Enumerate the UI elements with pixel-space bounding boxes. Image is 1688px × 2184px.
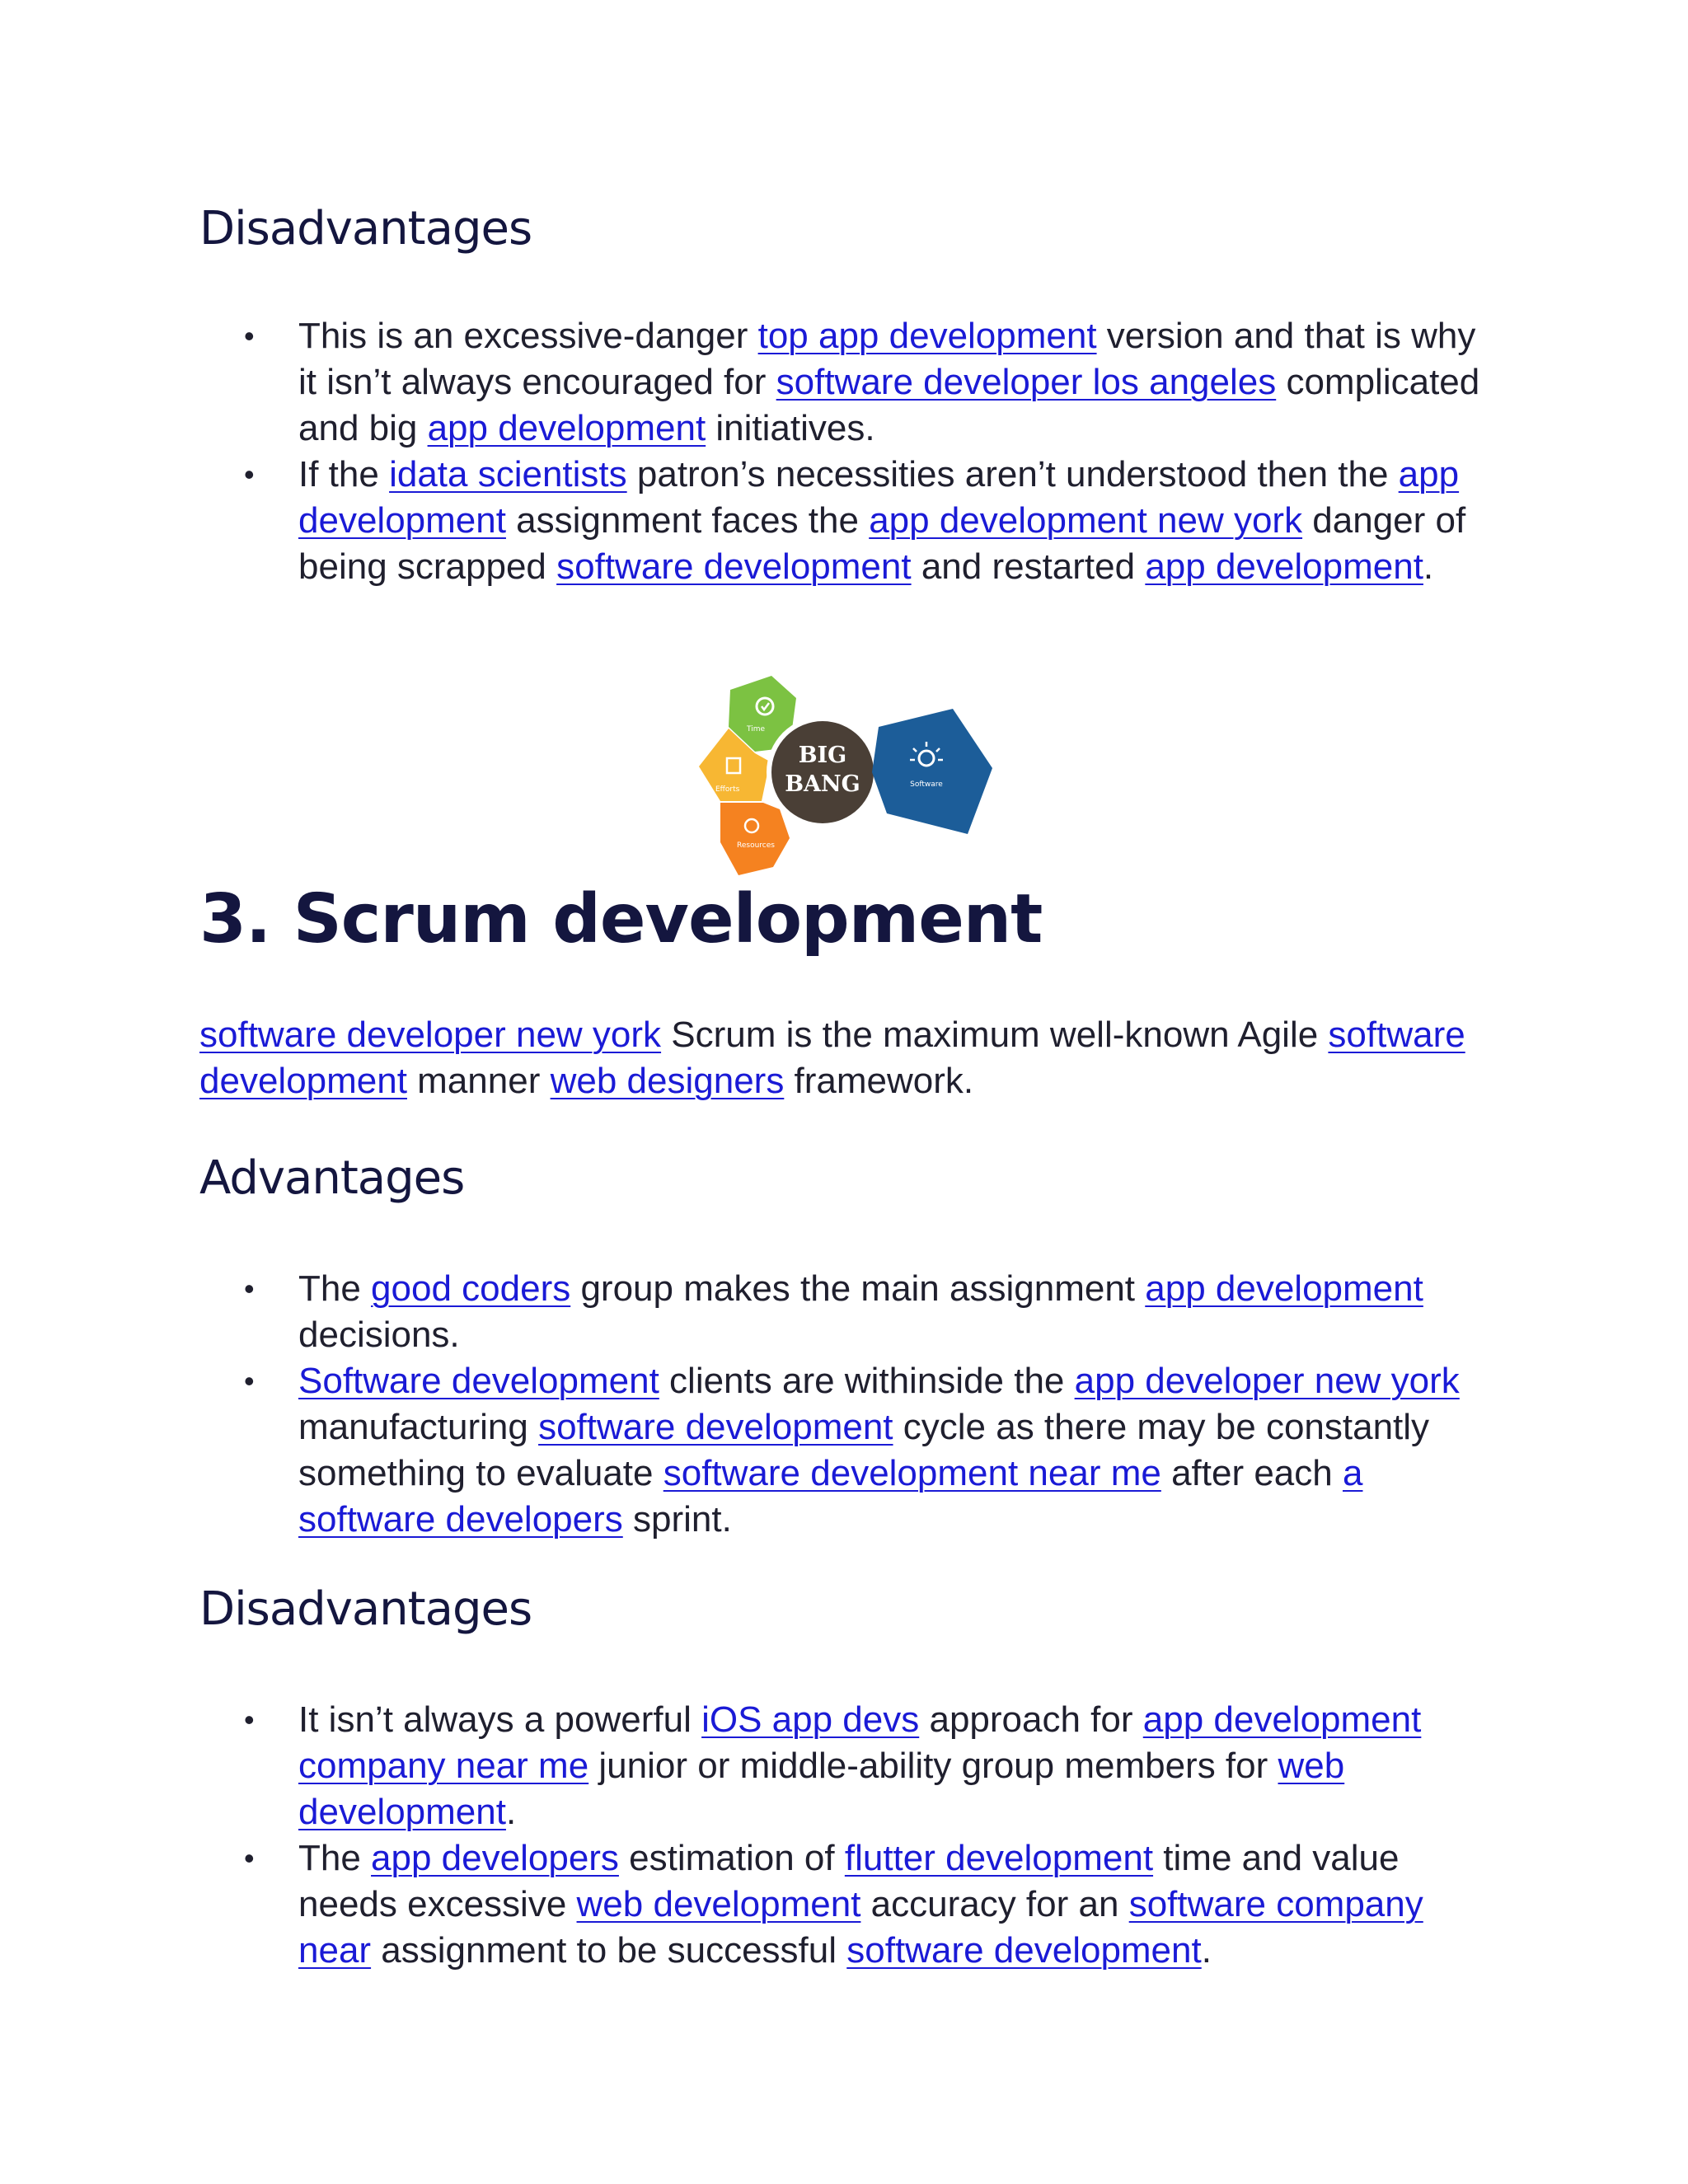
- link-software-development[interactable]: Software development: [298, 1361, 659, 1401]
- link-software-development-near-me[interactable]: software development near me: [663, 1453, 1161, 1493]
- link-app-developer-new-york[interactable]: app developer new york: [1074, 1361, 1460, 1401]
- resources-label: Resources: [737, 841, 775, 850]
- list-item: • If the idata scientists patron’s necessities aren’t understood then the app development assignment faces the app development new york danger of being scrapped software development and restarted app development.: [199, 452, 1502, 590]
- link-app-development-company-near-me[interactable]: app development company near me: [298, 1699, 1422, 1786]
- link-app-developers[interactable]: app developers: [371, 1838, 619, 1878]
- software-label: Software: [910, 780, 943, 789]
- big-bang-figure: [697, 669, 994, 875]
- link-software-developer-los-angeles[interactable]: software developer los angeles: [776, 362, 1277, 402]
- center-text-big: BIG: [798, 743, 847, 768]
- link-app-development[interactable]: app development: [298, 454, 1460, 541]
- scrum-title: 3. Scrum development: [199, 880, 1043, 958]
- resources-segment: [720, 803, 790, 875]
- link-web-designers[interactable]: web designers: [550, 1061, 785, 1101]
- link-software-company-near[interactable]: software company near: [298, 1884, 1423, 1971]
- disadvantages-heading-2: Disadvantages: [199, 1582, 532, 1636]
- link-good-coders[interactable]: good coders: [371, 1268, 571, 1309]
- software-segment: [872, 709, 992, 834]
- disadvantages-list: [199, 313, 1518, 590]
- list-item: • Software development clients are withinside the app developer new york manufacturing software development cycle as there may be constantly something to evaluate software development near me after each a software developers sprint.: [199, 1358, 1502, 1543]
- list-item: • It isn’t always a powerful iOS app devs approach for app development company near me junior or middle-ability group members for web development.: [199, 1697, 1502, 1835]
- link-flutter-development[interactable]: flutter development: [844, 1838, 1154, 1878]
- link-a-software-developers[interactable]: a software developers: [298, 1453, 1363, 1540]
- link-software-development[interactable]: software development: [846, 1930, 1202, 1971]
- link-app-development[interactable]: app development: [427, 408, 706, 448]
- link-app-development[interactable]: app development: [1145, 546, 1423, 587]
- link-software-developer-new-york[interactable]: software developer new york: [199, 1015, 662, 1055]
- link-web-development[interactable]: web development: [576, 1884, 861, 1924]
- disadvantages-list-2: [199, 1697, 1518, 1974]
- efforts-label: Efforts: [715, 785, 740, 794]
- center-text-bang: BANG: [785, 771, 860, 797]
- advantages-list: [199, 1266, 1518, 1543]
- link-web-development[interactable]: web development: [298, 1746, 1345, 1832]
- link-app-development-new-york[interactable]: app development new york: [869, 500, 1303, 541]
- advantages-heading: Advantages: [199, 1151, 465, 1205]
- link-ios-app-devs[interactable]: iOS app devs: [701, 1699, 920, 1740]
- list-item: • The app developers estimation of flutter development time and value needs excessive web development accuracy for an software company near assignment to be successful software development.: [199, 1835, 1502, 1974]
- time-label: Time: [747, 725, 766, 733]
- link-software-development[interactable]: software development: [556, 546, 912, 587]
- disadvantages-heading: Disadvantages: [199, 202, 532, 255]
- scrum-intro: software developer new york Scrum is the maximum well-known Agile software development manner web designers framework.: [199, 1015, 1465, 1101]
- link-app-development[interactable]: app development: [1145, 1268, 1423, 1309]
- link-software-development[interactable]: software development: [538, 1407, 893, 1447]
- list-item: • This is an excessive-danger top app development version and that is why it isn’t always encouraged for software developer los angeles complicated and big app development initiatives.: [199, 313, 1502, 452]
- link-software-development[interactable]: software development: [199, 1015, 1465, 1101]
- link-top-app-development[interactable]: top app development: [757, 316, 1097, 356]
- link-idata-scientists[interactable]: idata scientists: [389, 454, 627, 494]
- list-item: • The good coders group makes the main assignment app development decisions.: [199, 1266, 1502, 1358]
